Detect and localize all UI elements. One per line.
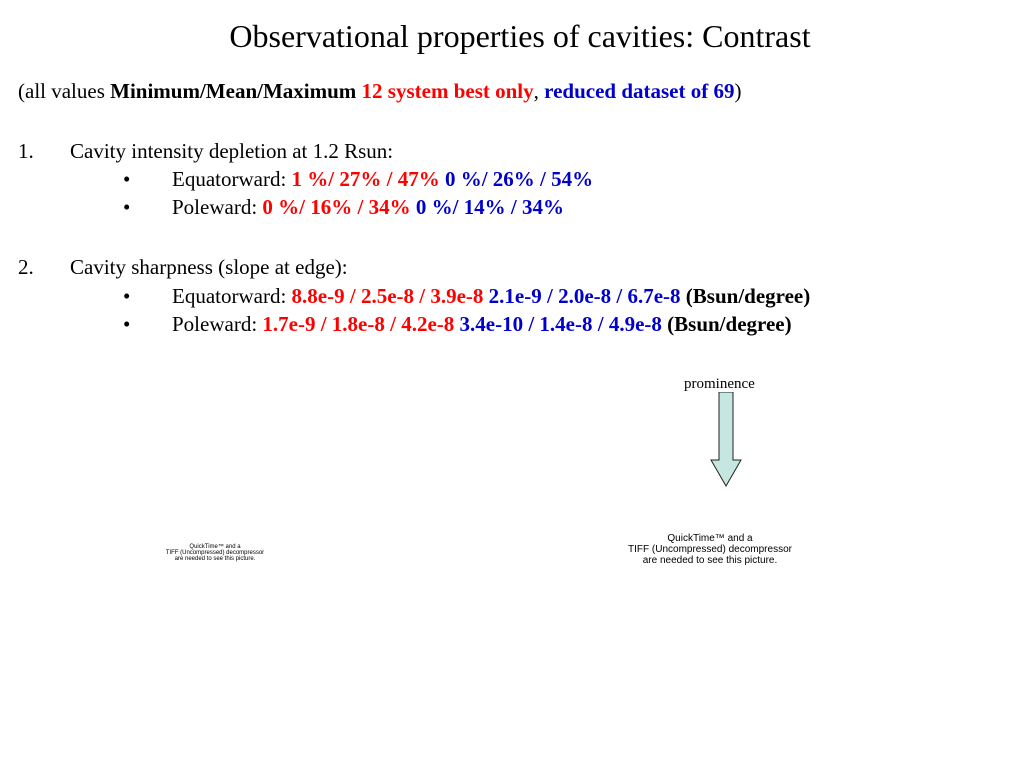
bullet-mark: •: [123, 312, 131, 336]
note-comma: ,: [533, 79, 539, 103]
placeholder-line: are needed to see this picture.: [174, 556, 256, 562]
bullet-label: Equatorward:: [172, 284, 292, 308]
note-blue: reduced dataset of 69: [544, 79, 735, 103]
placeholder-line: QuickTime™ and a: [189, 544, 241, 550]
item-number-1: 1.: [18, 139, 34, 163]
best-values: 1 %/ 27% / 47%: [291, 167, 440, 191]
bullet-mark: •: [123, 284, 131, 308]
bullet-poleward-depletion: [172, 194, 564, 220]
values-note: [18, 78, 741, 104]
image-placeholder-large: [610, 533, 810, 566]
unit-label: (Bsun/degree): [667, 312, 792, 336]
best-values: 0 %/ 16% / 34%: [262, 195, 411, 219]
note-red: 12 system best only: [361, 79, 534, 103]
note-suffix: ): [734, 79, 742, 103]
reduced-values: 0 %/ 14% / 34%: [415, 195, 564, 219]
item-text-2: Cavity sharpness (slope at edge):: [70, 255, 348, 279]
reduced-values: 0 %/ 26% / 54%: [444, 167, 594, 191]
bullet-label: Equatorward:: [172, 167, 292, 191]
bullet-label: Poleward:: [172, 312, 263, 336]
image-placeholder-small: [160, 544, 270, 562]
bullet-mark: •: [123, 195, 131, 219]
bullet-label: Poleward:: [172, 195, 263, 219]
unit-label: (Bsun/degree): [685, 284, 811, 308]
placeholder-line: QuickTime™ and a: [667, 533, 753, 544]
bullet-equatorward-sharpness: [172, 283, 810, 309]
reduced-values: 3.4e-10 / 1.4e-8 / 4.9e-8: [459, 312, 662, 336]
placeholder-line: TIFF (Uncompressed) decompressor: [165, 550, 265, 556]
down-arrow-icon: [710, 392, 742, 488]
item-number-2: 2.: [18, 255, 34, 279]
item-text-1: Cavity intensity depletion at 1.2 Rsun:: [70, 139, 394, 163]
best-values: 1.7e-9 / 1.8e-8 / 4.2e-8: [262, 312, 455, 336]
best-values: 8.8e-9 / 2.5e-8 / 3.9e-8: [291, 284, 484, 308]
note-bold: Minimum/Mean/Maximum: [110, 79, 357, 103]
slide-title: Observational properties of cavities: Contrast: [229, 18, 811, 54]
placeholder-line: TIFF (Uncompressed) decompressor: [628, 544, 792, 555]
note-prefix: (all values: [18, 79, 111, 103]
bullet-mark: •: [123, 167, 131, 191]
reduced-values: 2.1e-9 / 2.0e-8 / 6.7e-8: [488, 284, 681, 308]
bullet-poleward-sharpness: [172, 311, 792, 337]
prominence-label: prominence: [684, 376, 755, 392]
bullet-equatorward-depletion: [172, 166, 593, 192]
placeholder-line: are needed to see this picture.: [642, 555, 778, 566]
